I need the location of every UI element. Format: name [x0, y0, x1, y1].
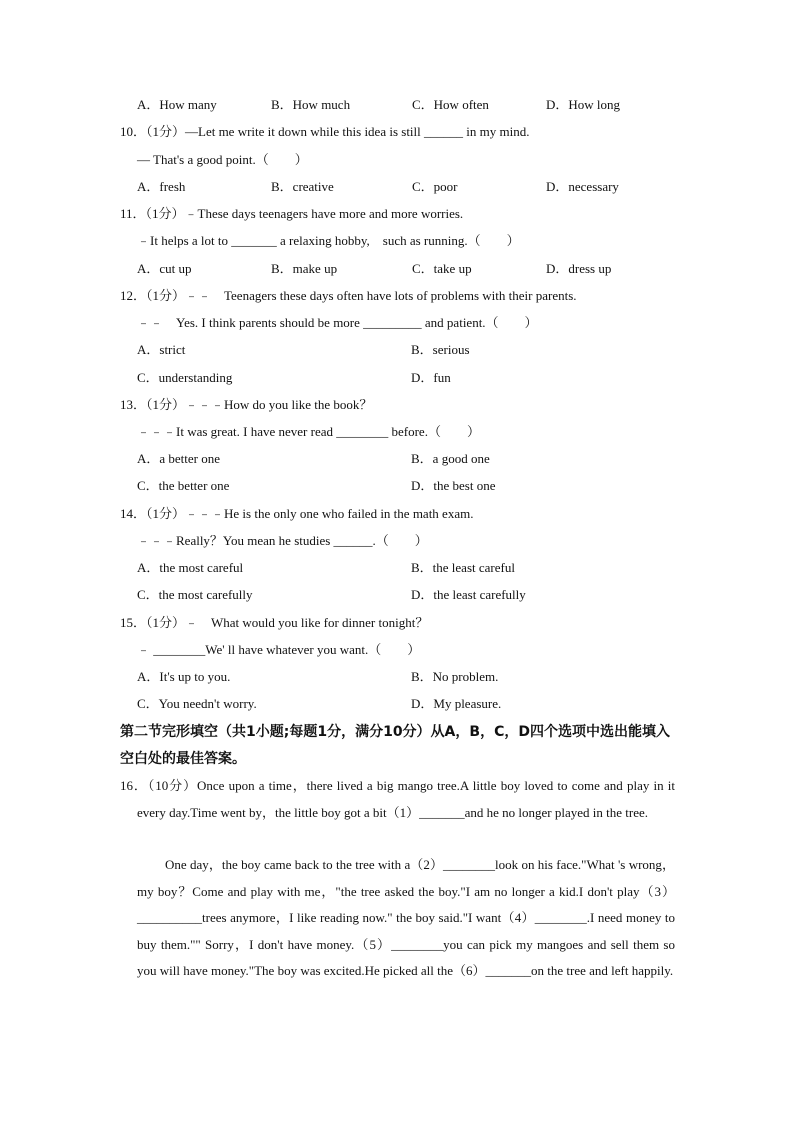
- option-c[interactable]: C．the better one: [137, 478, 230, 493]
- question-stem: 12．（1分）﹣﹣ Teenagers these days often have lots of problems with their parents.: [120, 288, 577, 303]
- option-d[interactable]: D．How long: [546, 97, 621, 112]
- option-d[interactable]: D．necessary: [546, 179, 619, 194]
- option-c[interactable]: C．poor: [412, 179, 458, 194]
- option-b[interactable]: B．the least careful: [411, 560, 515, 575]
- section-heading: 第二节完形填空（共1小题;每题1分，满分10分）从A，B，C，D四个选项中选出能填入空白处的最佳答案。: [120, 724, 670, 767]
- question-stem: 15．（1分）﹣ What would you like for dinner tonight？: [120, 615, 429, 630]
- cloze-paragraph-1: [120, 773, 675, 826]
- option-b[interactable]: B．creative: [271, 179, 334, 194]
- cloze-paragraph-2: [137, 852, 675, 985]
- option-a[interactable]: A．How many: [137, 97, 217, 112]
- option-c[interactable]: C．the most carefully: [137, 587, 253, 602]
- question-stem: 13．（1分）﹣﹣﹣How do you like the book？: [120, 397, 373, 412]
- option-a[interactable]: A．fresh: [137, 179, 186, 194]
- option-c[interactable]: C．How often: [412, 97, 489, 112]
- option-b[interactable]: B．How much: [271, 97, 351, 112]
- option-d[interactable]: D．dress up: [546, 261, 612, 276]
- question-reply: ﹣﹣﹣It was great. I have never read ________ before.（ ）: [137, 424, 480, 439]
- option-d[interactable]: D．the least carefully: [411, 587, 526, 602]
- option-c[interactable]: C．understanding: [137, 370, 233, 385]
- question-reply: ﹣It helps a lot to _______ a relaxing hobby, such as running.（ ）: [137, 233, 520, 248]
- question-reply: ﹣ ________We' ll have whatever you want.（ ）: [137, 642, 421, 657]
- option-a[interactable]: A．a better one: [137, 451, 221, 466]
- option-a[interactable]: A．the most careful: [137, 560, 244, 575]
- question-stem: 11．（1分）﹣These days teenagers have more and more worries.: [120, 206, 464, 221]
- cloze-paragraph-2-text: One day，the boy came back to the tree with a（2）________look on his face."What 's wrong，my boy？Come and play with me，"the tree asked the boy."I am no longer a kid.I don't play（3）__________trees anymore，I like reading now." the boy said."I want（4）________.I need money to buy them."" Sorry，I don't have money.（5）________you can pick my mangoes and sell them so you will have money."The boy was excited.He picked all the（6）_______on the tree and left happily.: [137, 857, 675, 979]
- option-d[interactable]: D．fun: [411, 370, 451, 385]
- option-c[interactable]: C．You needn't worry.: [137, 696, 257, 711]
- option-a[interactable]: A．It's up to you.: [137, 669, 231, 684]
- option-a[interactable]: A．cut up: [137, 261, 192, 276]
- option-b[interactable]: B．a good one: [411, 451, 490, 466]
- option-b[interactable]: B．serious: [411, 342, 470, 357]
- question-reply: ﹣﹣﹣Really？You mean he studies ______.（ ）: [137, 533, 428, 548]
- option-c[interactable]: C．take up: [412, 261, 472, 276]
- question-reply: — That's a good point.（ ）: [137, 152, 308, 167]
- option-a[interactable]: A．strict: [137, 342, 186, 357]
- option-b[interactable]: B．No problem.: [411, 669, 499, 684]
- cloze-paragraph-1-text: 16．（10分）Once upon a time，there lived a big mango tree.A little boy loved to come and play in it every day.Time went by，the little boy got a bit（1）_______and he no longer played in the tree.: [120, 778, 675, 820]
- option-b[interactable]: B．make up: [271, 261, 338, 276]
- question-reply: ﹣﹣ Yes. I think parents should be more _________ and patient.（ ）: [137, 315, 538, 330]
- option-d[interactable]: D．My pleasure.: [411, 696, 502, 711]
- option-d[interactable]: D．the best one: [411, 478, 496, 493]
- question-stem: 14．（1分）﹣﹣﹣He is the only one who failed in the math exam.: [120, 506, 474, 521]
- question-stem: 10．（1分）—Let me write it down while this idea is still ______ in my mind.: [120, 124, 530, 139]
